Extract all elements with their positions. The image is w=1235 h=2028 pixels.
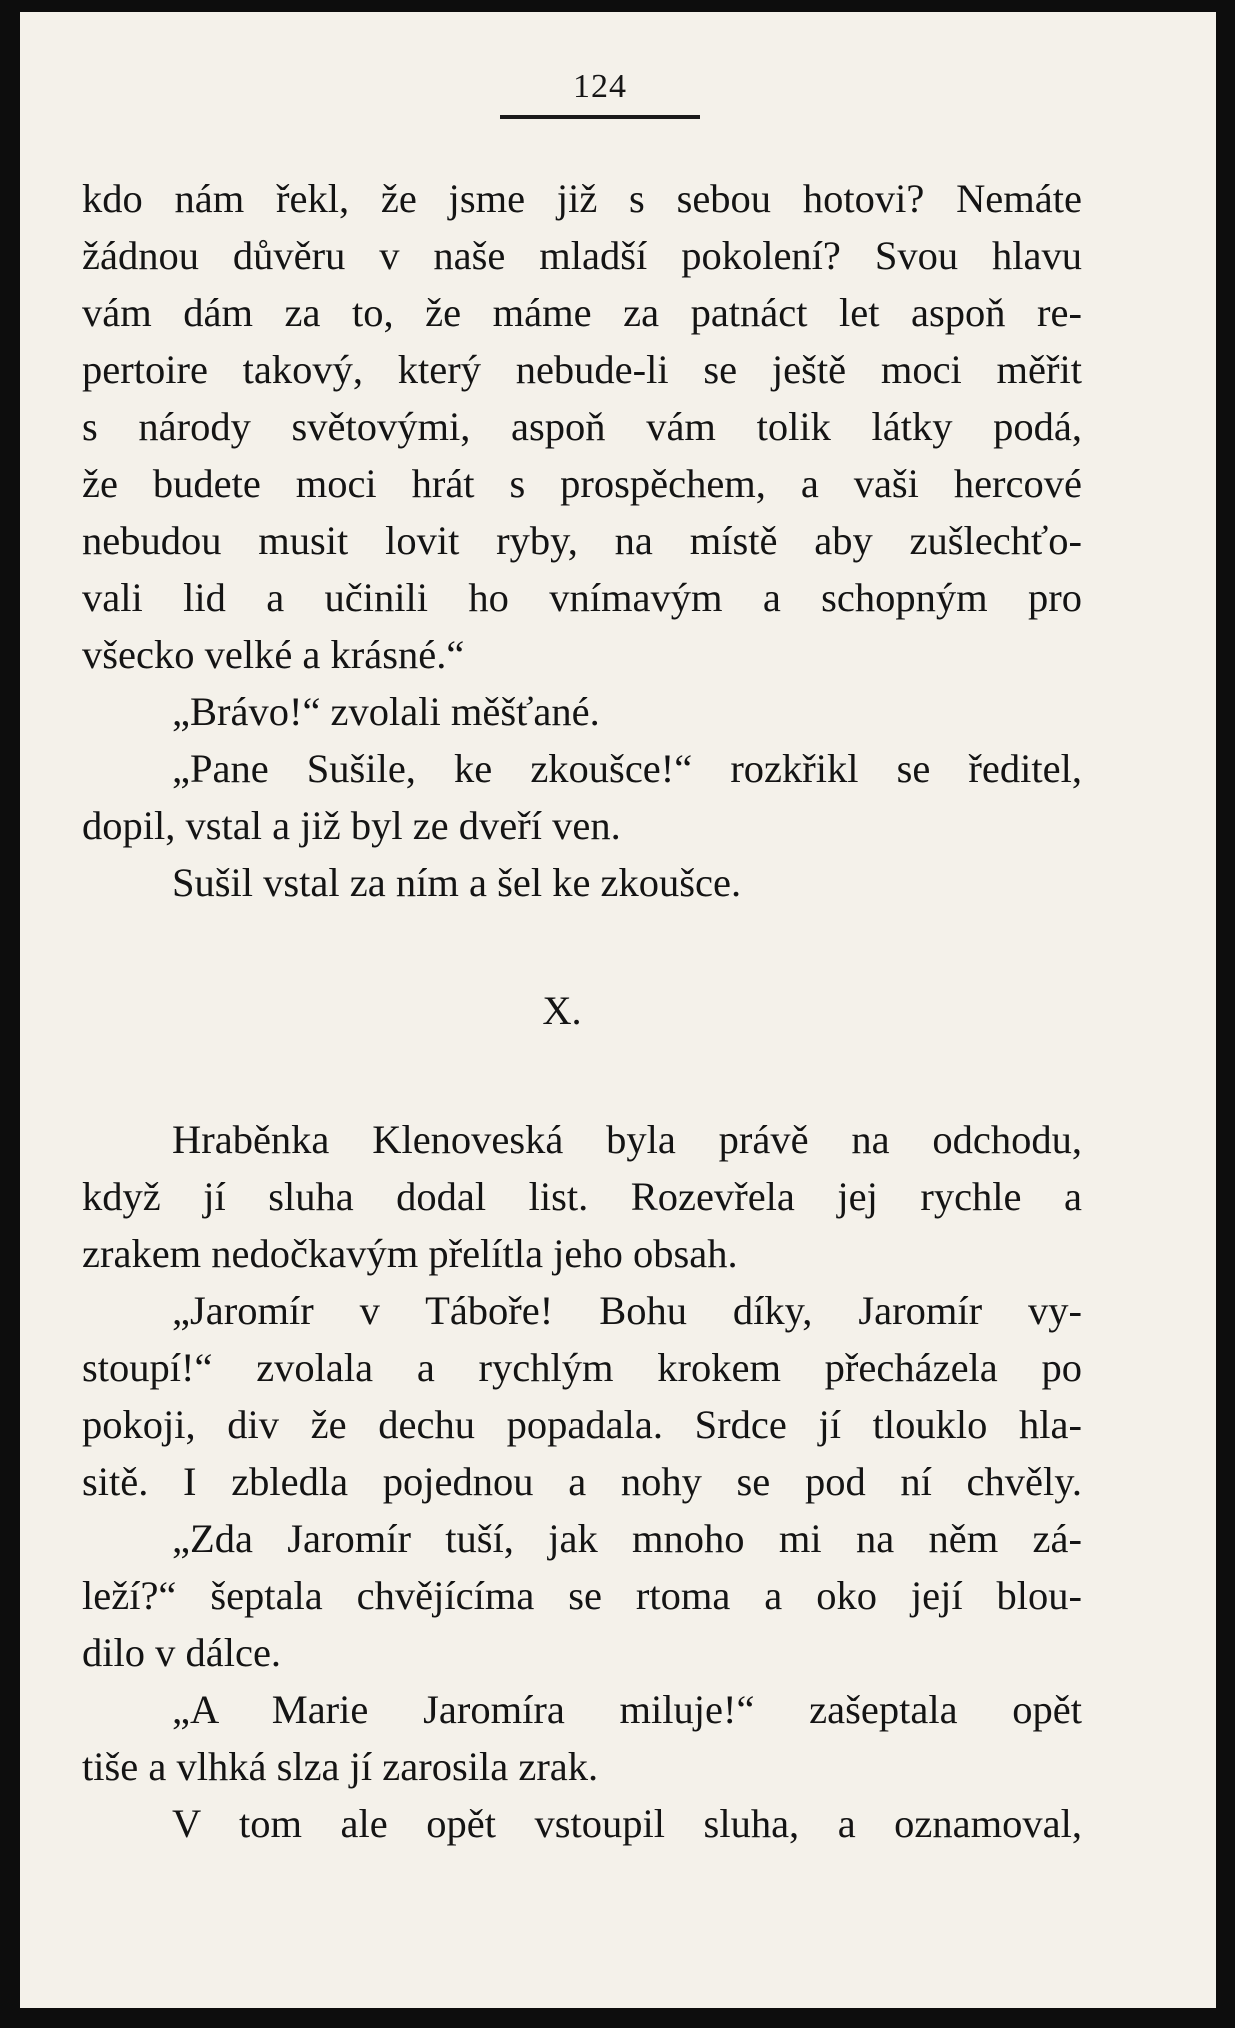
- text-line: pertoire takový, který nebude-li se ještě moci měřit: [82, 347, 1082, 392]
- text-line: když jí sluha dodal list. Rozevřela jej rychle a: [82, 1174, 1082, 1219]
- chapter-heading: X.: [542, 988, 582, 1033]
- text-line: Hraběnka Klenoveská byla právě na odchodu,: [172, 1117, 1082, 1162]
- text-line: vali lid a učinili ho vnímavým a schopným pro: [82, 575, 1082, 620]
- text-line: nebudou musit lovit ryby, na místě aby zušlechťo-: [82, 518, 1082, 563]
- text-line: zrakem nedočkavým přelítla jeho obsah.: [82, 1231, 738, 1276]
- text-line: vám dám za to, že máme za patnáct let aspoň re-: [82, 290, 1082, 335]
- text-line: Sušil vstal za ním a šel ke zkoušce.: [172, 860, 742, 905]
- text-line: leží?“ šeptala chvějícíma se rtoma a oko její blou-: [82, 1573, 1082, 1618]
- text-line: tiše a vlhká slza jí zarosila zrak.: [82, 1744, 599, 1789]
- text-line: stoupí!“ zvolala a rychlým krokem přecházela po: [82, 1345, 1082, 1390]
- text-line: „Pane Sušile, ke zkoušce!“ rozkřikl se ředitel,: [172, 746, 1082, 791]
- text-line: V tom ale opět vstoupil sluha, a oznamoval,: [172, 1801, 1082, 1846]
- text-line: žádnou důvěru v naše mladší pokolení? Svou hlavu: [82, 233, 1082, 278]
- body-text: [82, 170, 1082, 1852]
- text-line: „Zda Jaromír tuší, jak mnoho mi na něm zá-: [172, 1516, 1082, 1561]
- text-line: že budete moci hrát s prospěchem, a vaši hercové: [82, 461, 1082, 506]
- text-line: dilo v dálce.: [82, 1630, 282, 1675]
- header-rule: [500, 115, 700, 119]
- text-line: s národy světovými, aspoň vám tolik látky podá,: [82, 404, 1082, 449]
- text-line: sitě. I zbledla pojednou a nohy se pod ní chvěly.: [82, 1459, 1082, 1504]
- text-line: „Brávo!“ zvolali měšťané.: [172, 689, 600, 734]
- text-line: „A Marie Jaromíra miluje!“ zašeptala opět: [172, 1687, 1082, 1732]
- text-line: všecko velké a krásné.“: [82, 632, 465, 677]
- book-page: [20, 12, 1216, 2008]
- text-line: pokoji, div že dechu popadala. Srdce jí tlouklo hla-: [82, 1402, 1082, 1447]
- page-number: 124: [573, 68, 627, 105]
- text-line: dopil, vstal a již byl ze dveří ven.: [82, 803, 621, 848]
- text-line: kdo nám řekl, že jsme již s sebou hotovi? Nemáte: [82, 176, 1082, 221]
- text-line: „Jaromír v Táboře! Bohu díky, Jaromír vy-: [172, 1288, 1082, 1333]
